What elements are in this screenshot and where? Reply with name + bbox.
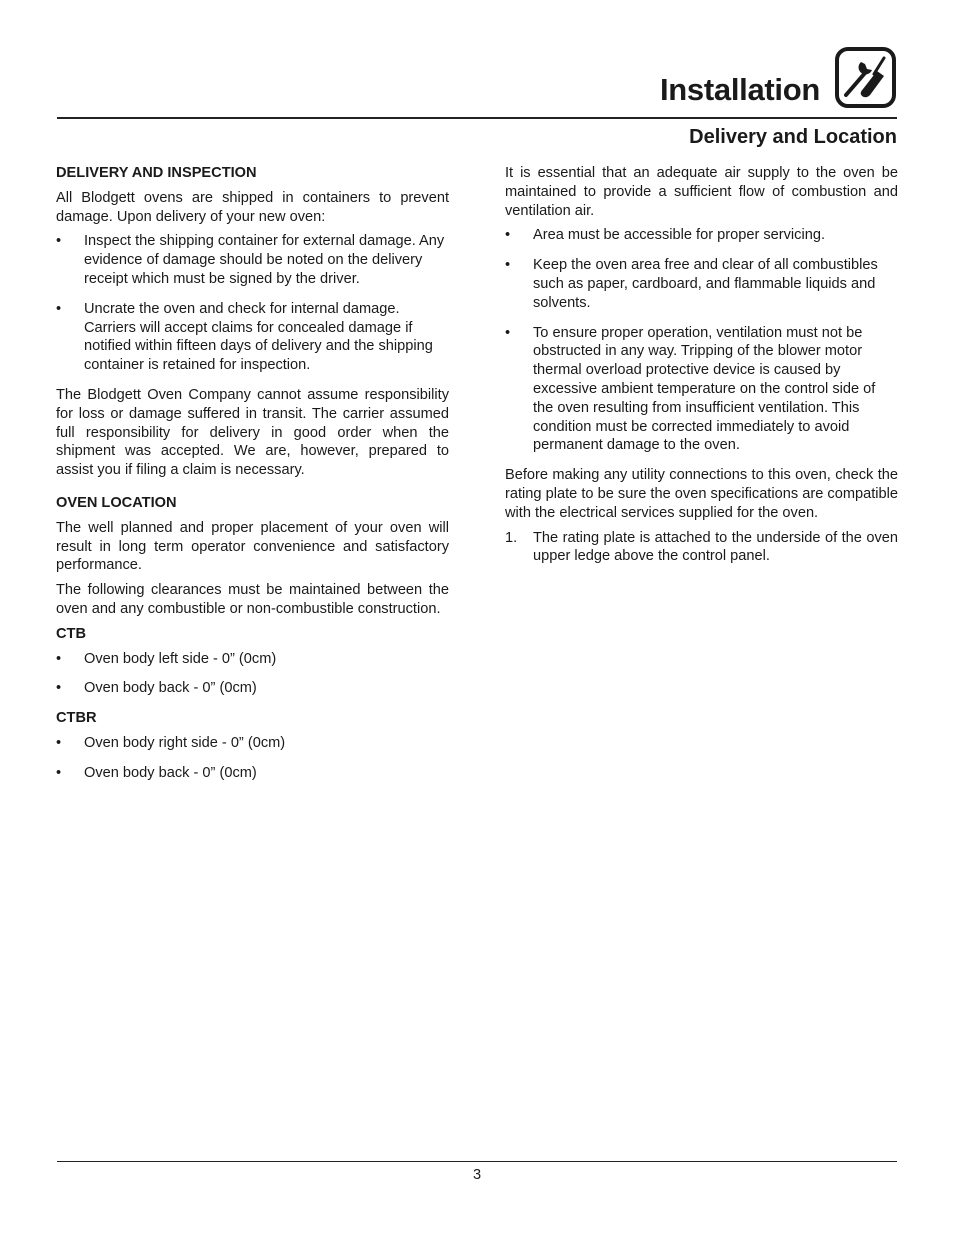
- delivery-heading: DELIVERY AND INSPECTION: [56, 165, 257, 181]
- bullet-text: To ensure proper operation, ventilation must not be obstructed in any way. Tripping of the blower motor thermal overload protective device is caused by excessive ambient temperature on the control side of the oven resulting from insufficient ventilation. This condition must be corrected immediately to avoid permanent damage to the oven.: [533, 324, 876, 454]
- list-item: [505, 324, 898, 456]
- bullet-mark: •: [56, 680, 62, 697]
- air-bullet-list: [505, 226, 898, 455]
- location-paragraph: The well planned and proper placement of your oven will result in long term operator convenience and satisfactory performance.: [56, 519, 449, 574]
- bullet-text: Oven body right side - 0” (0cm): [84, 734, 286, 751]
- page-title: Installation: [659, 72, 820, 107]
- delivery-intro: All Blodgett ovens are shipped in containers to prevent damage. Upon delivery of your new oven:: [56, 189, 449, 225]
- bullet-mark: •: [56, 300, 62, 317]
- tools-icon: [834, 46, 897, 109]
- list-item: [505, 226, 898, 245]
- section-title: Delivery and Location: [689, 126, 897, 148]
- list-item: [56, 232, 449, 288]
- bullet-text: Uncrate the oven and check for internal damage. Carriers will accept claims for concealed damage if notified within fifteen days of delivery and the shipping container is retained for inspection.: [84, 300, 433, 374]
- bullet-mark: •: [505, 227, 511, 244]
- list-item: [56, 764, 449, 783]
- left-column: [56, 164, 449, 794]
- ctb-heading: CTB: [56, 625, 86, 642]
- bullet-text: Oven body left side - 0” (0cm): [84, 650, 277, 667]
- header-divider: [57, 117, 897, 119]
- bullet-text: Inspect the shipping container for external damage. Any evidence of damage should be noted on the delivery receipt which must be signed by the driver.: [84, 233, 445, 287]
- delivery-closing: The Blodgett Oven Company cannot assume responsibility for loss or damage suffered in transit. The carrier assumed full responsibility for delivery in good order when the shipment was accepted. We are, however, prepared to assist you if filing a claim is necessary.: [56, 386, 449, 479]
- item-text: The rating plate is attached to the underside of the oven upper ledge above the control panel.: [533, 529, 898, 565]
- footer-divider: [57, 1161, 897, 1162]
- ctbr-heading: CTBR: [56, 710, 97, 727]
- list-item: [56, 300, 449, 375]
- list-item: [505, 529, 898, 567]
- list-item: [56, 679, 449, 698]
- bullet-text: Oven body back - 0” (0cm): [84, 764, 257, 781]
- bullet-text: Area must be accessible for proper servicing.: [533, 227, 826, 244]
- item-number: 1.: [505, 529, 518, 546]
- bullet-mark: •: [505, 324, 511, 341]
- bullet-text: Keep the oven area free and clear of all combustibles such as paper, cardboard, and flammable liquids and solvents.: [533, 257, 878, 311]
- numbered-list: [505, 529, 898, 567]
- bullet-mark: •: [56, 233, 62, 250]
- page-number: 3: [472, 1167, 482, 1183]
- bullet-text: Oven body back - 0” (0cm): [84, 680, 257, 697]
- list-item: [56, 734, 449, 753]
- location-heading: OVEN LOCATION: [56, 494, 177, 511]
- clearance-paragraph: The following clearances must be maintained between the oven and any combustible or non-combustible construction.: [56, 582, 449, 617]
- air-supply-paragraph: It is essential that an adequate air supply to the oven be maintained to provide a sufficient flow of combustion and ventilation air.: [505, 165, 898, 219]
- ctb-list: [56, 650, 449, 699]
- ctbr-list: [56, 734, 449, 783]
- list-item: [56, 650, 449, 669]
- bullet-mark: •: [505, 257, 511, 274]
- delivery-bullet-list: [56, 232, 449, 375]
- bullet-mark: •: [56, 650, 62, 667]
- bullet-mark: •: [56, 734, 62, 751]
- list-item: [505, 256, 898, 312]
- bullet-mark: •: [56, 764, 62, 781]
- right-column: [505, 164, 898, 577]
- utility-paragraph: Before making any utility connections to this oven, check the rating plate to be sure the oven specifications are compatible with the electrical services supplied for the oven.: [505, 467, 898, 521]
